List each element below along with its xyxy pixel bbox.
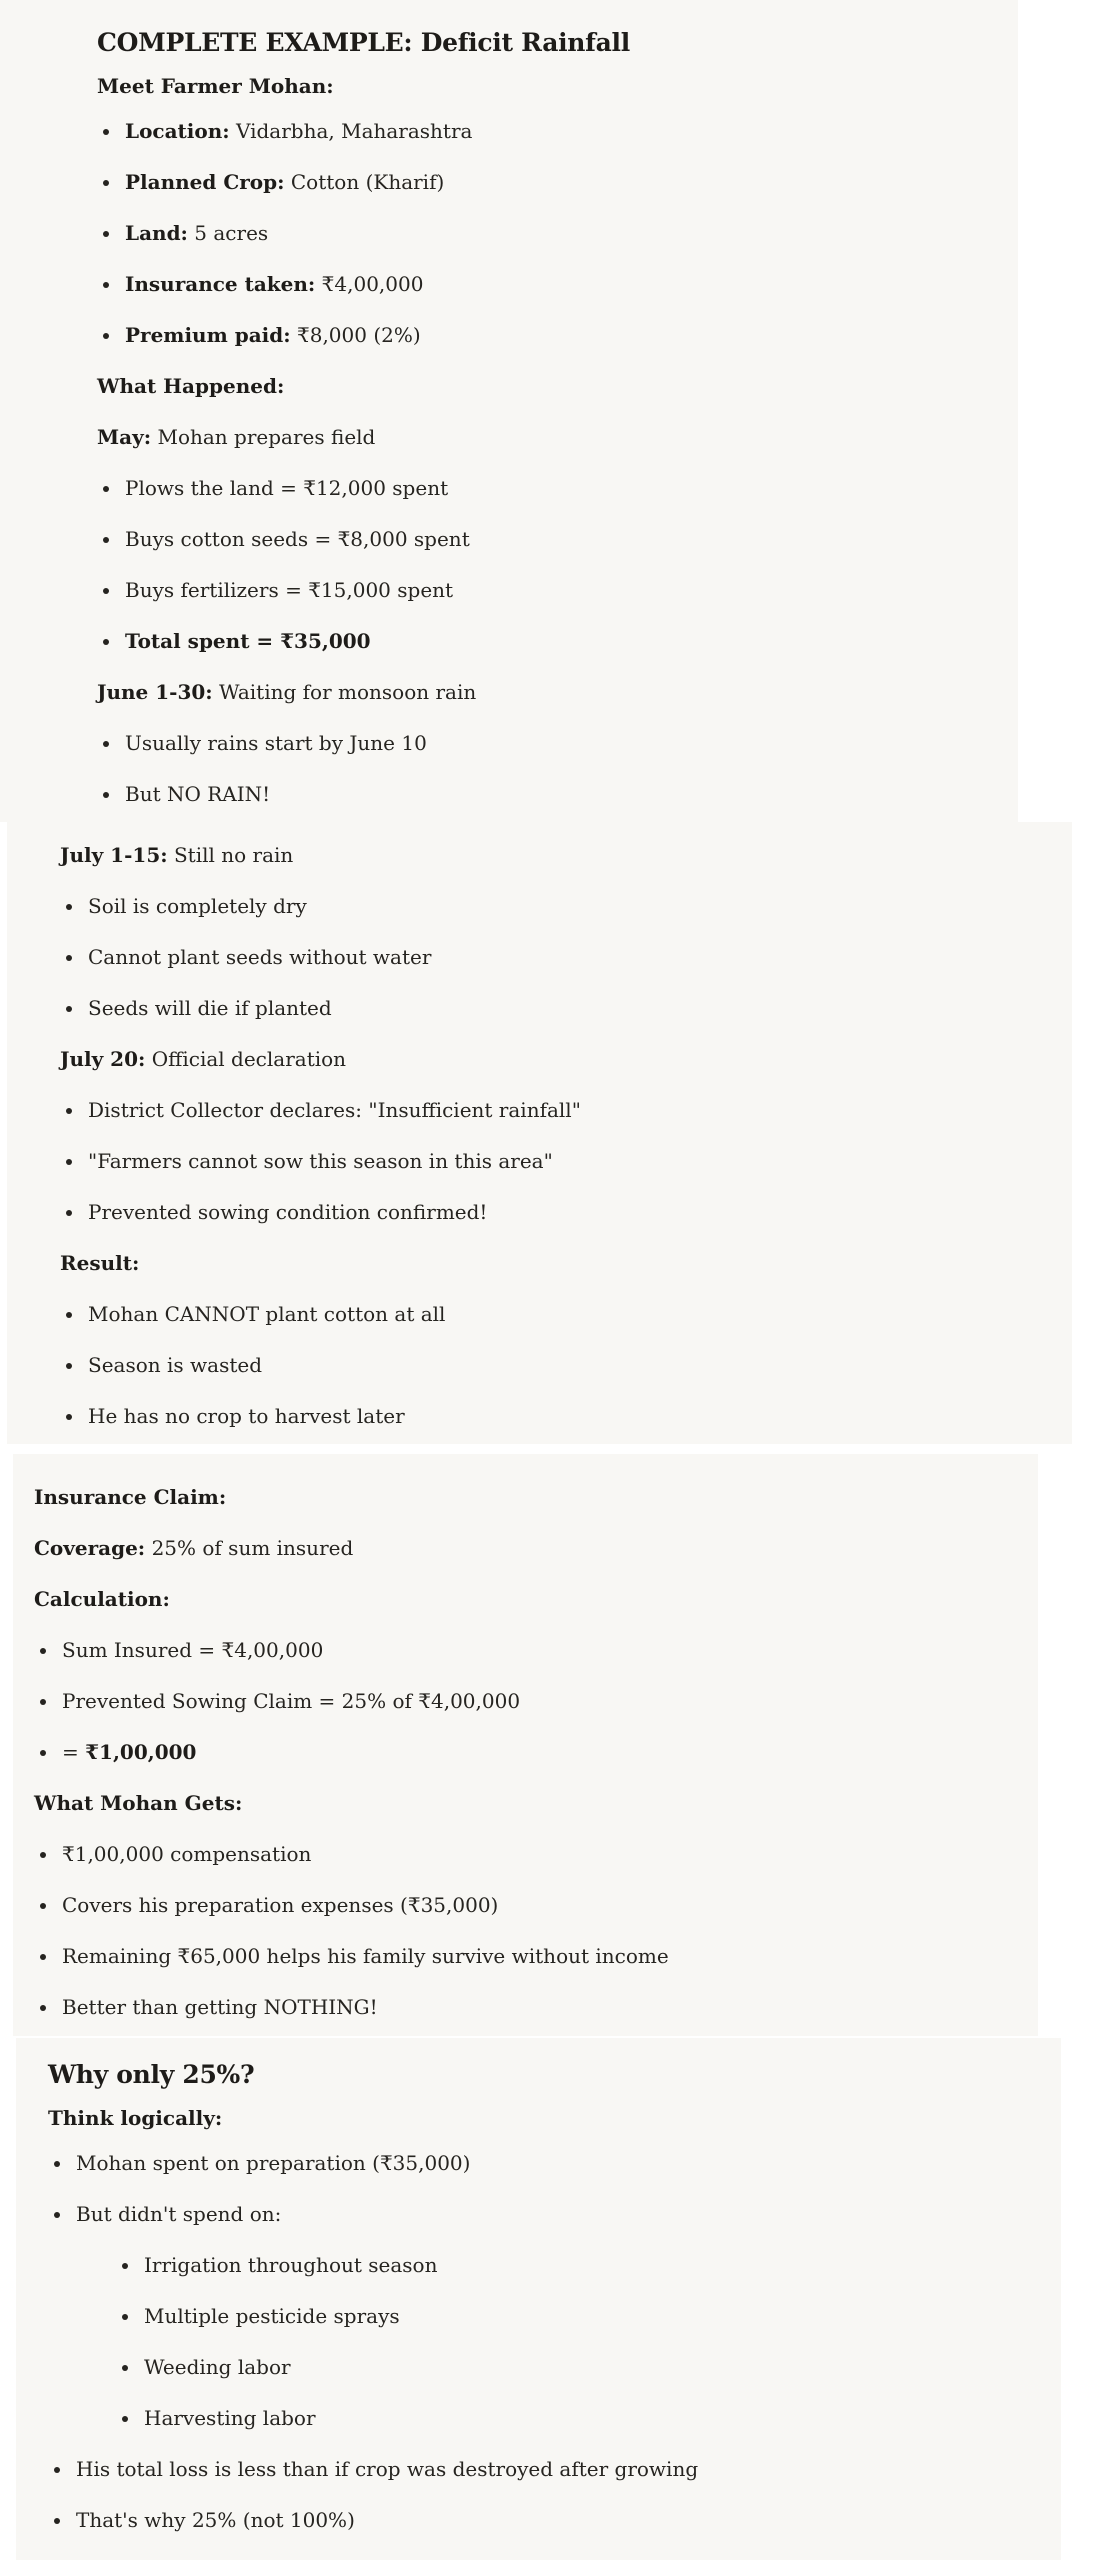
list-item: Irrigation throughout season: [116, 2240, 1061, 2291]
think-heading: Think logically:: [48, 2106, 223, 2130]
list-item: Better than getting NOTHING!: [34, 1982, 1038, 2033]
list-item: Mohan spent on preparation (₹35,000): [48, 2138, 1061, 2189]
example-card-claim: [13, 1454, 1038, 2036]
fact-insurance: Insurance taken: ₹4,00,000: [97, 259, 1018, 310]
gets-heading: What Mohan Gets:: [34, 1791, 243, 1815]
july-list: [60, 881, 1072, 1034]
fact-premium: Premium paid: ₹8,000 (2%): [97, 310, 1018, 361]
list-item: Cannot plant seeds without water: [60, 932, 1072, 983]
july20-line: July 20: Official declaration: [60, 1047, 347, 1071]
calculation-heading: Calculation:: [34, 1587, 170, 1611]
list-item: Harvesting labor: [116, 2393, 1061, 2444]
didnt-spend-list: [76, 2240, 1061, 2444]
list-item: Seeds will die if planted: [60, 983, 1072, 1034]
may-list: [97, 463, 1018, 667]
why-title: Why only 25%?: [48, 2060, 255, 2089]
may-total: Total spent = ₹35,000: [97, 616, 1018, 667]
example-card-why: [16, 2038, 1061, 2560]
fact-crop: Planned Crop: Cotton (Kharif): [97, 157, 1018, 208]
gets-list: [34, 1829, 1038, 2033]
list-item: But didn't spend on: Irrigation throughout season Multiple pesticide sprays Weeding labor Harvesting labor: [48, 2189, 1061, 2444]
calc-result: = ₹1,00,000: [34, 1727, 1038, 1778]
result-heading: Result:: [60, 1251, 140, 1275]
farmer-heading: Meet Farmer Mohan:: [97, 74, 334, 98]
result-list: [60, 1289, 1072, 1442]
example-title: COMPLETE EXAMPLE: Deficit Rainfall: [97, 28, 630, 57]
list-item: Season is wasted: [60, 1340, 1072, 1391]
may-line: May: Mohan prepares field: [97, 425, 376, 449]
june-list: [97, 718, 1018, 820]
list-item: Multiple pesticide sprays: [116, 2291, 1061, 2342]
fact-location: Location: Vidarbha, Maharashtra: [97, 106, 1018, 157]
list-item: Prevented Sowing Claim = 25% of ₹4,00,000: [34, 1676, 1038, 1727]
list-item: Plows the land = ₹12,000 spent: [97, 463, 1018, 514]
list-item: Remaining ₹65,000 helps his family survive without income: [34, 1931, 1038, 1982]
example-card-timeline: [7, 822, 1072, 1444]
example-card-intro: [0, 0, 1018, 822]
july-line: July 1-15: Still no rain: [60, 843, 294, 867]
fact-land: Land: 5 acres: [97, 208, 1018, 259]
list-item: Prevented sowing condition confirmed!: [60, 1187, 1072, 1238]
list-item: Covers his preparation expenses (₹35,000): [34, 1880, 1038, 1931]
list-item: ₹1,00,000 compensation: [34, 1829, 1038, 1880]
list-item: "Farmers cannot sow this season in this area": [60, 1136, 1072, 1187]
list-item: But NO RAIN!: [97, 769, 1018, 820]
calculation-list: [34, 1625, 1038, 1778]
july20-list: [60, 1085, 1072, 1238]
list-item: Buys cotton seeds = ₹8,000 spent: [97, 514, 1018, 565]
june-line: June 1-30: Waiting for monsoon rain: [97, 680, 477, 704]
claim-heading: Insurance Claim:: [34, 1485, 227, 1509]
list-item: That's why 25% (not 100%): [48, 2495, 1061, 2546]
list-item: Sum Insured = ₹4,00,000: [34, 1625, 1038, 1676]
list-item: Weeding labor: [116, 2342, 1061, 2393]
list-item: Soil is completely dry: [60, 881, 1072, 932]
list-item: His total loss is less than if crop was destroyed after growing: [48, 2444, 1061, 2495]
farmer-facts-list: [97, 106, 1018, 361]
list-item: He has no crop to harvest later: [60, 1391, 1072, 1442]
happened-heading: What Happened:: [97, 374, 285, 398]
list-item: Buys fertilizers = ₹15,000 spent: [97, 565, 1018, 616]
list-item: District Collector declares: "Insufficient rainfall": [60, 1085, 1072, 1136]
why-list: [48, 2138, 1061, 2546]
list-item: Mohan CANNOT plant cotton at all: [60, 1289, 1072, 1340]
list-item: Usually rains start by June 10: [97, 718, 1018, 769]
coverage-line: Coverage: 25% of sum insured: [34, 1536, 354, 1560]
